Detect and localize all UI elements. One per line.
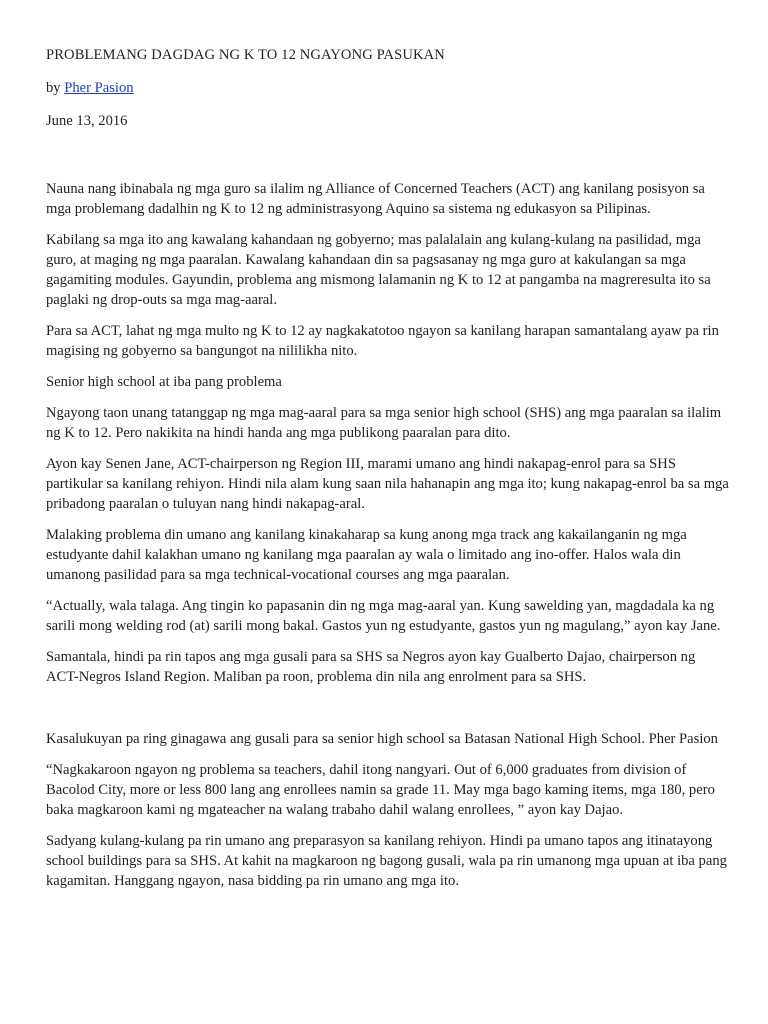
quote-paragraph: “Actually, wala talaga. Ang tingin ko papasanin din ng mga mag-aaral yan. Kung sawelding yan, magdadala ka ng sarili mong welding rod (at) sarili mong bakal. Gastos yun ng estudyante, gastos yun ng magulang,” ayon kay Jane. xyxy=(46,598,721,634)
paragraph: Sadyang kulang-kulang pa rin umano ang preparasyon sa kanilang rehiyon. Hindi pa umano tapos ang itinatayong school buildings para sa SHS. At kahit na magkaroon ng bagong gusali, wala pa rin umanong mga upuan at iba pang kagamitan. Hanggang ngayon, nasa bidding pa rin umano ang mga ito. xyxy=(46,833,727,889)
article-body xyxy=(46,179,730,891)
paragraph: Ngayong taon unang tatanggap ng mga mag-aaral para sa mga senior high school (SHS) ang mga paaralan sa ilalim ng K to 12. Pero nakikita na hindi handa ang mga publikong paaralan para dito. xyxy=(46,405,722,441)
paragraph: Samantala, hindi pa rin tapos ang mga gusali para sa SHS sa Negros ayon kay Gualberto Dajao, chairperson ng ACT-Negros Island Region. Maliban pa roon, problema din nila ang enrolment para sa SHS. xyxy=(46,649,696,685)
author-link[interactable]: Pher Pasion xyxy=(64,80,134,96)
image-caption: Kasalukuyan pa ring ginagawa ang gusali para sa senior high school sa Batasan National High School. Pher Pasion xyxy=(46,731,718,747)
paragraph: Para sa ACT, lahat ng mga multo ng K to 12 ay nagkakatotoo ngayon sa kanilang harapan samantalang ayaw pa rin magising ng gobyerno sa bangungot na nililikha nito. xyxy=(46,323,719,359)
quote-paragraph: “Nagkakaroon ngayon ng problema sa teachers, dahil itong nangyari. Out of 6,000 graduates from division of Bacolod City, more or less 800 lang ang enrollees namin sa grade 11. May mga bago kaming items, mga 180, pero baka magkaroon kami ng mgateacher na walang trabaho dahil walang enrollees, ” ayon kay Dajao. xyxy=(46,762,715,818)
paragraph: Malaking problema din umano ang kanilang kinakaharap sa kung anong mga track ang kakailanganin ng mga estudyante dahil kalakhan umano ng kanilang mga paaralan ay wala o limitado ang ino-offer. Halos wala din umanong pasilidad para sa mga technical-vocational courses ang mga paaralan. xyxy=(46,527,687,583)
paragraph: Ayon kay Senen Jane, ACT-chairperson ng Region III, marami umano ang hindi nakapag-enrol para sa SHS partikular sa kanilang rehiyon. Hindi nila alam kung saan nila hahanapin ang mga ito; kung nakapag-enrol ba sa mga pribadong paaralan o tuluyan nang hindi nakapag-aral. xyxy=(46,456,729,512)
section-heading: Senior high school at iba pang problema xyxy=(46,374,282,390)
article-date: June 13, 2016 xyxy=(46,113,128,129)
article-byline xyxy=(46,78,730,98)
paragraph: Kabilang sa mga ito ang kawalang kahandaan ng gobyerno; mas palalalain ang kulang-kulang na pasilidad, mga guro, at maging ng mga paaralan. Kawalang kahandaan din sa pagsasanay ng mga guro at kakulangan sa mga gagamiting modules. Gayundin, problema ang mismong lalamanin ng K to 12 at pangamba na magreresulta ito sa paglaki ng drop-outs sa mga mag-aaral. xyxy=(46,232,711,308)
article xyxy=(46,45,730,902)
paragraph: Nauna nang ibinabala ng mga guro sa ilalim ng Alliance of Concerned Teachers (ACT) ang kanilang posisyon sa mga problemang dadalhin ng K to 12 ng administrasyong Aquino sa sistema ng edukasyon sa Pilipinas. xyxy=(46,181,705,217)
article-title: PROBLEMANG DAGDAG NG K TO 12 NGAYONG PASUKAN xyxy=(46,47,445,63)
byline-prefix: by xyxy=(46,80,65,96)
